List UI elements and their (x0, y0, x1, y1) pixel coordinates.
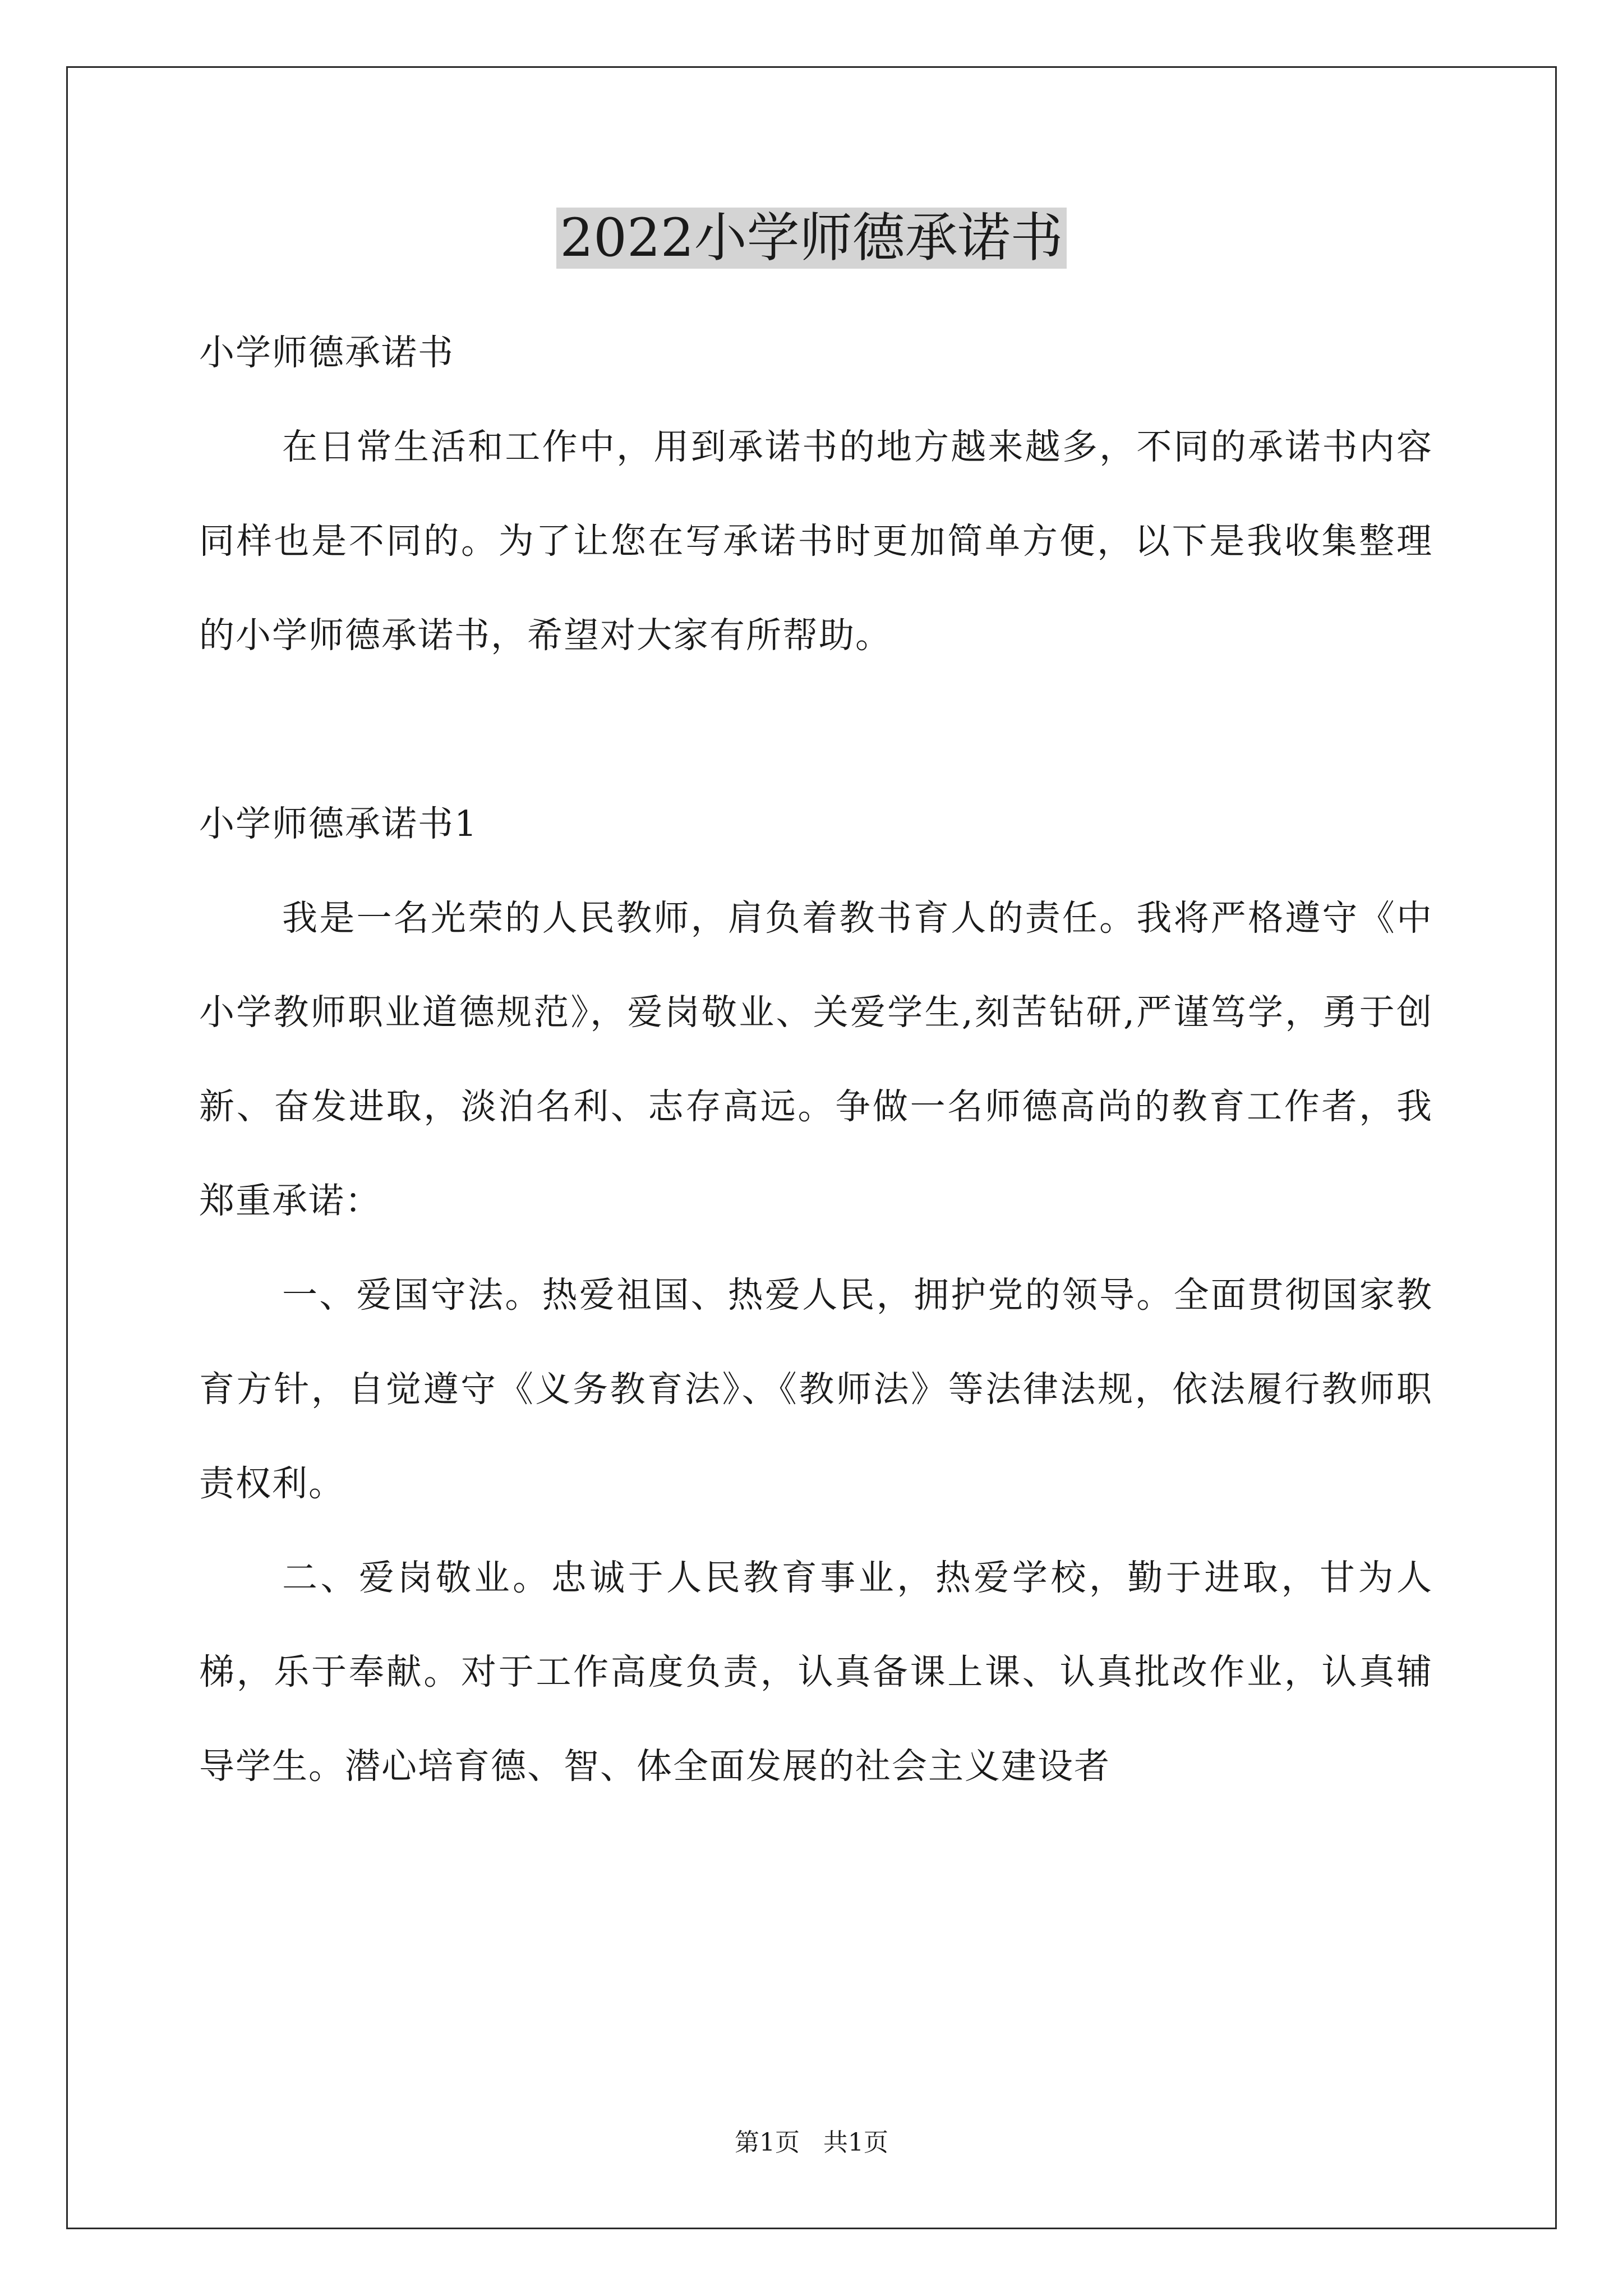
document-title (0, 202, 1623, 275)
paragraph-spacer (199, 683, 1433, 777)
document-heading: 小学师德承诺书 (199, 332, 454, 373)
body-paragraph: 我是一名光荣的人民教师，肩负着教书育人的责任。我将严格遵守《中小学教师职业道德规范》，爱岗敬业、关爱学生,刻苦钻研,严谨笃学，勇于创新、奋发进取，淡泊名利、志存高远。争做一名师德高尚的教育工作者，我郑重承诺： (199, 898, 1433, 1221)
page-footer: 第1页 共1页 (735, 2128, 888, 2157)
body-paragraph: 二、爱岗敬业。忠诚于人民教育事业，热爱学校，勤于进取，甘为人梯，乐于奉献。对于工作高度负责，认真备课上课、认真批改作业，认真辅导学生。潜心培育德、智、体全面发展的社会主义建设者 (199, 1557, 1433, 1787)
document-body (199, 306, 1433, 1814)
document-title-text: 2022小学师德承诺书 (556, 208, 1066, 269)
body-paragraph: 一、爱国守法。热爱祖国、热爱人民，拥护党的领导。全面贯彻国家教育方针，自觉遵守《义务教育法》、《教师法》等法律法规，依法履行教师职责权利。 (199, 1274, 1433, 1504)
section-title: 小学师德承诺书1 (199, 803, 478, 844)
intro-paragraph: 在日常生活和工作中，用到承诺书的地方越来越多，不同的承诺书内容同样也是不同的。为了让您在写承诺书时更加简单方便，以下是我收集整理的小学师德承诺书，希望对大家有所帮助。 (199, 426, 1433, 656)
